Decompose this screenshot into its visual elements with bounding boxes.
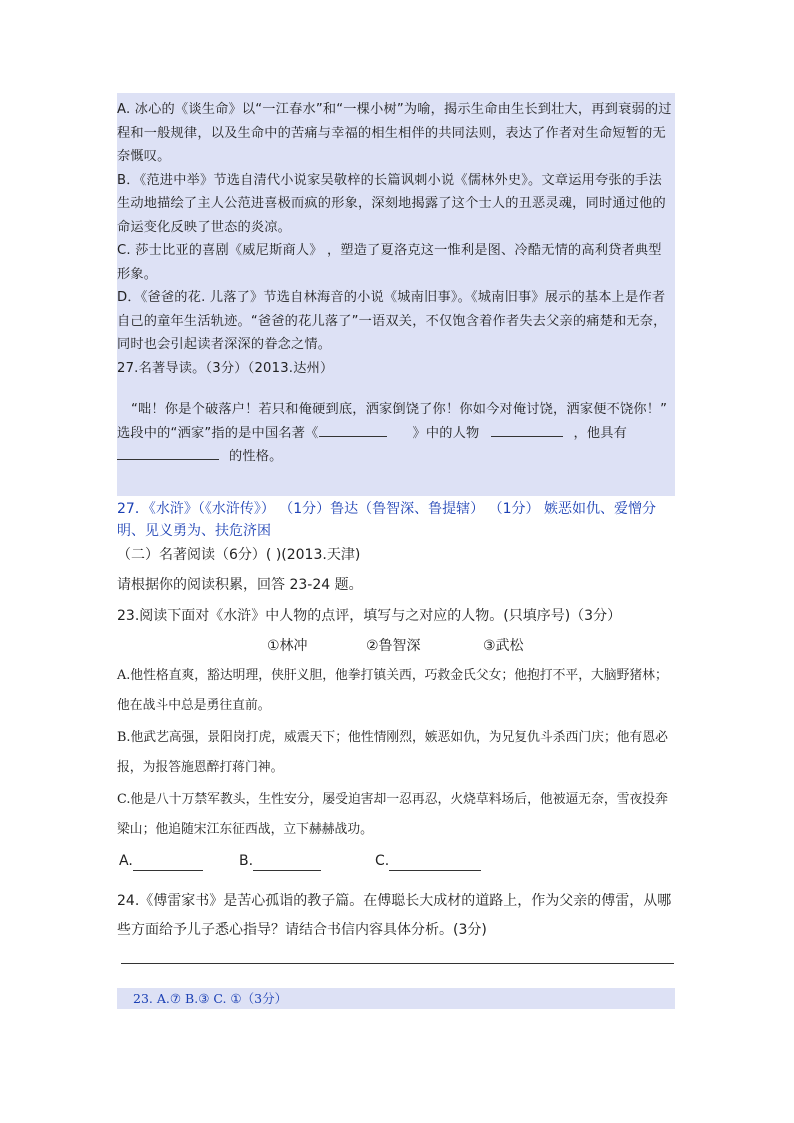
choice-2: ②鲁智深 — [366, 638, 421, 654]
blank-book[interactable] — [319, 422, 387, 437]
q27-line1-c: ，他具有 — [573, 425, 627, 441]
q23-c: C.他是八十万禁军教头，生性安分，屡受迫害却一忍再忍，火烧草料场后，他被逼无奈，雪夜投奔梁山；他追随宋江东征西战，立下赫赫战功。 — [117, 792, 668, 837]
section2-heading: （二）名著阅读（6分）( )(2013.天津) — [117, 547, 361, 563]
q23-answer: 23. A.⑦ B.③ C. ①（3分） — [133, 991, 288, 1006]
option-b: B．《范进中举》节选自清代小说家吴敬梓的长篇讽刺小说《儒林外史》。文章运用夸张的手法生动地描绘了主人公范进喜极而疯的形象，深刻地揭露了这个士人的丑恶灵魂，同时通过他的命运变化反映了世态的炎凉。 — [117, 172, 666, 235]
q23-blanks — [117, 853, 675, 875]
q27-answer: 27．《水浒》（《水浒传》） （1分）鲁达（鲁智深、鲁提辖） （1分） 嫉恶如仇、爱憎分明、见义勇为、扶危济困 — [117, 501, 656, 539]
option-a: A. 冰心的《谈生命》以“一江春水”和“一棵小树”为喻，揭示生命由生长到壮大，再到衰弱的过程和一般规律，以及生命中的苦痛与幸福的相生相伴的共同法则，表达了作者对生命短暂的无奈慨叹。 — [117, 102, 672, 164]
section2-intro: 请根据你的阅读积累，回答 23-24 题。 — [117, 577, 363, 593]
q27-line1 — [117, 422, 675, 446]
blank-character[interactable] — [491, 422, 563, 437]
q27-quote: “咄！你是个破落户！若只和俺硬到底，洒家倒饶了你！你如今对俺讨饶，洒家便不饶你！” — [131, 402, 668, 417]
blank-a-label: A. — [119, 853, 133, 869]
section2-block — [117, 544, 675, 945]
q27-line2 — [117, 445, 675, 469]
option-c: C. 莎士比亚的喜剧《威尼斯商人》 ，塑造了夏洛克这一惟利是图、冷酷无情的高利贷者典型形象。 — [117, 243, 662, 282]
q23-b: B.他武艺高强，景阳岗打虎，威震天下；他性情刚烈，嫉恶如仇，为兄复仇斗杀西门庆；他有恩必报，为报答施恩醉打蒋门神。 — [117, 730, 668, 775]
blank-a[interactable] — [133, 856, 203, 871]
q23-answer-block — [117, 988, 675, 1009]
blank-b[interactable] — [253, 856, 321, 871]
blank-c[interactable] — [389, 856, 481, 871]
q27-line1-a: 选段中的“洒家”指的是中国名著《 — [117, 425, 319, 441]
q23-heading: 23.阅读下面对《水浒》中人物的点评，填写与之对应的人物。(只填序号)（3分） — [117, 608, 622, 624]
choice-1: ①林冲 — [267, 638, 308, 654]
q27-answer-block — [117, 498, 675, 542]
q27-line2-text: 的性格。 — [229, 449, 283, 464]
blank-trait[interactable] — [117, 445, 219, 460]
q23-a: A.他性格直爽，豁达明理，侠肝义胆，他拳打镇关西，巧救金氏父女；他抱打不平，大脑野猪林；他在战斗中总是勇往直前。 — [117, 668, 668, 713]
blank-b-label: B. — [239, 853, 254, 869]
option-d: D．《爸爸的花. 儿落了》节选自林海音的小说《城南旧事》。《城南旧事》展示的基本上是作者自己的童年生活轨迹。“爸爸的花儿落了”一语双关，不仅饱含着作者失去父亲的痛楚和无奈，同时也会引起读者深深的眷念之情。 — [117, 290, 667, 352]
q27-heading: 27.名著导读。（3分）（2013.达州） — [117, 360, 334, 376]
q27-line1-b: 》中的人物 — [412, 425, 480, 441]
shaded-options-block — [117, 93, 675, 496]
q24-text: 24.《傅雷家书》是苦心孤诣的教子篇。在傅聪长大成材的道路上，作为父亲的傅雷，从哪些方面给予儿子悉心指导？请结合书信内容具体分析。(3分) — [117, 893, 672, 938]
choice-3: ③武松 — [483, 638, 524, 654]
answer-line[interactable] — [121, 963, 674, 964]
blank-c-label: C. — [375, 853, 390, 869]
q23-choices — [117, 635, 675, 657]
